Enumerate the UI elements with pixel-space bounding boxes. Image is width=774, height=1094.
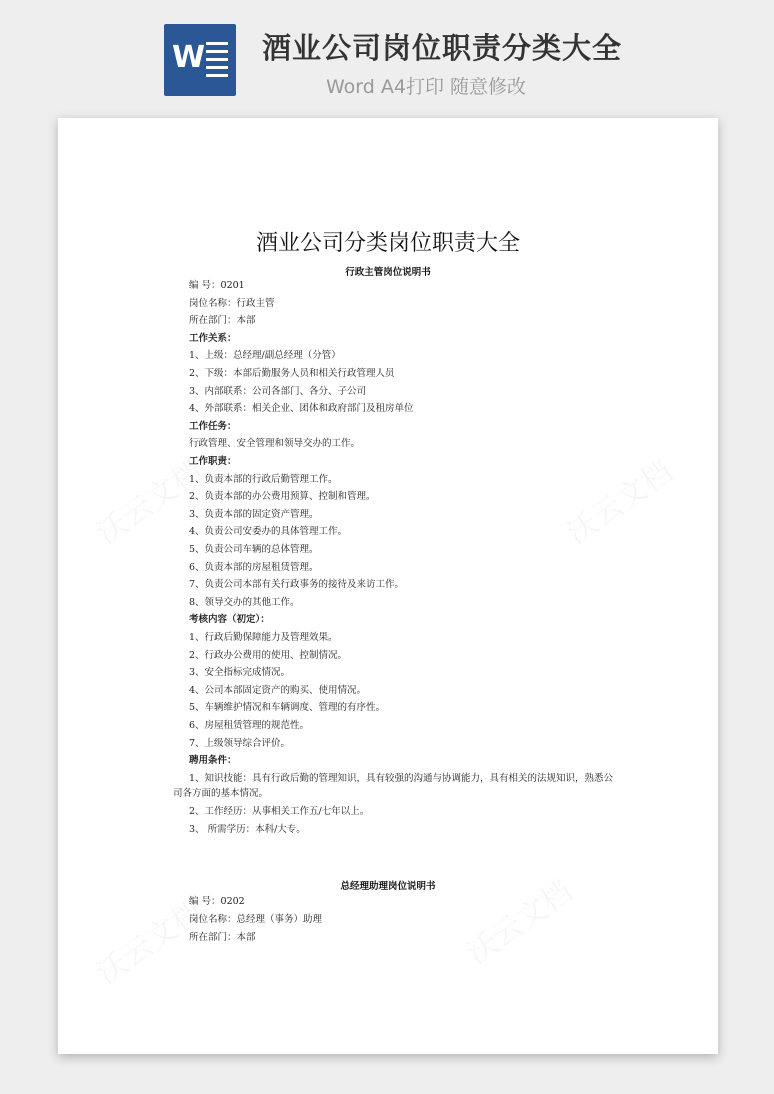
text-line: 编 号：0202 [189,896,245,907]
text-line: 2、下级：本部后勤服务人员和相关行政管理人员 [189,368,395,379]
text-line: 5、负责公司车辆的总体管理。 [189,544,319,555]
banner [0,0,774,112]
section-heading: 工作关系： [189,332,237,344]
word-icon-letter: W [172,40,206,75]
text-line: 2、负责本部的办公费用预算、控制和管理。 [189,491,376,503]
section-title: 行政主管岗位说明书 [345,267,431,278]
text-line: 编 号：0201 [189,280,245,291]
text-line: 3、 所需学历：本科/大专。 [189,824,306,835]
text-line: 所在部门：本部 [189,315,256,327]
text-line: 6、负责本部的房屋租赁管理。 [189,561,319,573]
text-line: 1、行政后勤保障能力及管理效果。 [189,632,338,643]
text-line: 1、负责本部的行政后勤管理工作。 [189,473,338,485]
section-heading: 工作任务： [189,420,237,432]
text-line: 4、外部联系：相关企业、团体和政府部门及租房单位 [189,403,414,415]
text-line: 4、公司本部固定资产的购买、使用情况。 [189,684,367,696]
section-title: 总经理助理岗位说明书 [340,881,436,892]
text-line: 1、上级：总经理/副总经理（分管） [189,350,341,362]
section-heading: 聘用条件： [189,755,237,767]
document-page [58,118,718,1054]
text-line: 8、领导交办的其他工作。 [189,596,300,608]
banner-subtitle: Word A4打印 随意修改 [326,76,527,98]
section-heading: 工作职责： [189,456,237,467]
text-line: 6、房屋租赁管理的规范性。 [189,720,310,731]
document-title: 酒业公司分类岗位职责大全 [255,231,520,256]
text-line: 1、知识技能：具有行政后勤的管理知识，具有较强的沟通与协调能力，具有相关的法规知识，熟悉公 [189,772,614,784]
text-line: 5、车辆维护情况和车辆调度、管理的有序性。 [189,702,386,714]
text-line: 岗位名称：总经理（事务）助理 [189,914,323,925]
text-line: 岗位名称：行政主管 [189,297,275,309]
text-line: 4、负责公司安委办的具体管理工作。 [189,526,348,538]
text-line: 所在部门：本部 [189,932,256,943]
wrapped-line: 司各方面的基本情况。 [173,788,269,799]
text-line: 行政管理、安全管理和领导交办的工作。 [189,438,361,450]
section-heading: 考核内容（初定）： [189,614,270,626]
text-line: 3、安全指标完成情况。 [189,667,291,679]
text-line: 3、内部联系：公司各部门、各分、子公司 [189,385,367,397]
word-icon [164,24,236,96]
watermark [556,448,680,553]
text-line: 7、负责公司本部有关行政事务的接待及来访工作。 [189,579,405,591]
text-line: 2、工作经历：从事相关工作五/七年以上。 [189,806,370,817]
text-line: 7、上级领导综合评价。 [189,737,291,749]
text-line: 2、行政办公费用的使用、控制情况。 [189,649,348,661]
text-line: 3、负责本部的固定资产管理。 [189,508,319,520]
banner-title: 酒业公司岗位职责分类大全 [262,31,623,65]
